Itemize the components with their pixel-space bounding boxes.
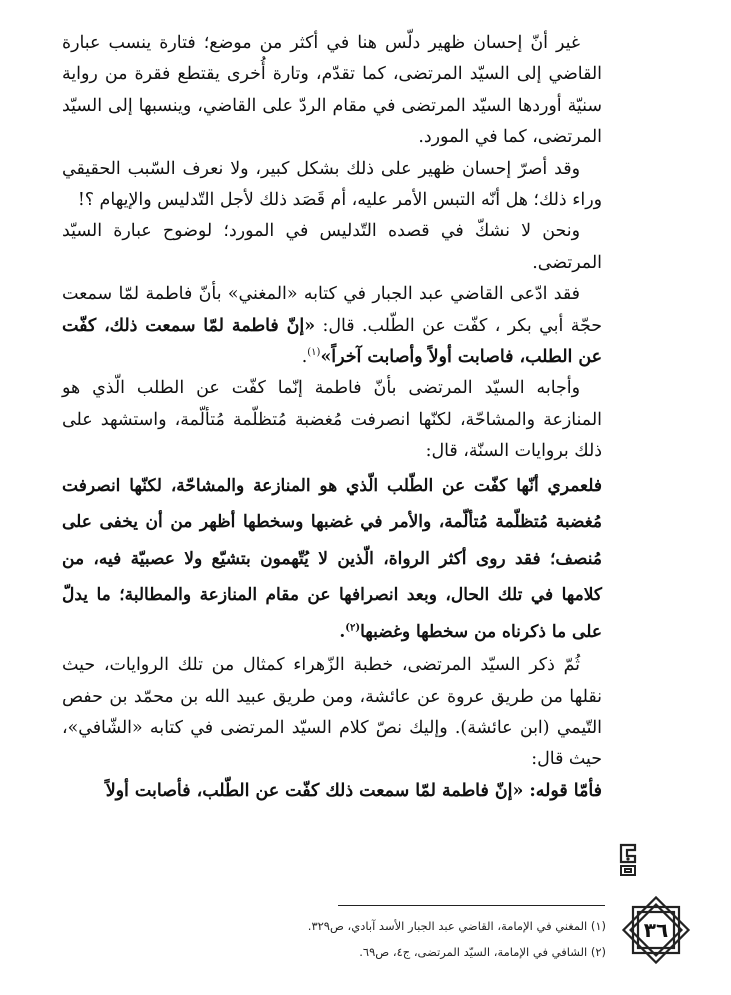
paragraph-2: وقد أصرّ إحسان ظهير على ذلك بشكل كبير، ولا نعرف السّبب الحقيقي وراء ذلك؛ هل أنّه التبس الأمر عليه، أم قَصَد ذلك لأجل التّدليس والإيهام ؟!	[62, 158, 602, 211]
block-quote	[62, 468, 602, 651]
paragraph-4-quote: «إنّ فاطمة لمّا سمعت ذلك، كفّت عن الطلب، فاصابت أولاً وأصابت آخراً»	[62, 315, 602, 368]
decorative-side-mark-icon	[617, 842, 639, 878]
paragraph-3: ونحن لا نشكّ في قصده التّدليس في المورد؛ لوضوح عبارة السيّد المرتضى.	[62, 221, 602, 273]
paragraph-6: ثُمّ ذكر السيّد المرتضى، خطبة الزّهراء كمثال من تلك الروايات، حيث نقلها من طريق عروة عن عائشة، ومن طريق عبيد الله بن محمّد بن حفص التّيمي (ابن عائشة). وإليك نصّ كلام السيّد المرتضى في كتابه «الشّافي»، حيث قال:	[62, 655, 602, 770]
footnote-ref-1: (١)	[307, 347, 321, 359]
paragraph-1: غير أنّ إحسان ظهير دلّس هنا في أكثر من موضع؛ فتارة ينسب عبارة القاضي إلى السيّد المرتضى، كما تقدّم، وتارة أُخرى يقتطع فقرة من رواية سنيّة أوردها السيّد المرتضى في مقام الردّ على القاضي، وينسبها إلى السيّد المرتضى، كما في المورد.	[62, 33, 602, 148]
paragraph-4-end: .	[301, 347, 308, 368]
paragraph-4-text: فقد ادّعى القاضي عبد الجبار في كتابه «المغني» بأنّ فاطمة لمّا سمعت حجّة أبي بكر ، كفّت عن الطّلب. قال:	[62, 284, 602, 336]
footnote-2: (٢) الشافي في الإمامة، السيّد المرتضى، ج٤، ص٦٩.	[359, 945, 606, 959]
footnotes	[240, 913, 606, 965]
block-quote-end: .	[339, 621, 346, 642]
page-number: ٣٦	[643, 918, 669, 942]
block-quote-text: فلعمري أنّها كفّت عن الطّلب الّذي هو المنازعة والمشاحّة، لكنّها انصرفت مُغضبة مُتظلّمة مُتألّمة، والأمر في غضبها وسخطها أظهر من أن يخفى على مُنصف؛ فقد روى أكثر الرواة، الّذين لا يُتّهمون بتشيّع ولا عصبيّة فيه، من كلامها في تلك الحال، وبعد انصرافها عن مقام المنازعة والمطالبة؛ ما يدلّ على ما ذكرناه من سخطها وغضبها	[62, 475, 602, 642]
paragraph-7: فأمّا قوله: «إنّ فاطمة لمّا سمعت ذلك كفّت عن الطّلب، فأصابت أولاً	[105, 780, 602, 801]
paragraph-5: وأجابه السيّد المرتضى بأنّ فاطمة إنّما كفّت عن الطلب الّذي هو المنازعة والمشاحّة، لكنّها انصرفت مُغضبة مُتظلّمة مُتألّمة، واستشهد على ذلك بروايات السنّة، قال:	[62, 378, 602, 462]
page-body	[62, 28, 602, 807]
paragraph-4	[62, 279, 602, 373]
footnote-1: (١) المغني في الإمامة، القاضي عبد الجبار الأسد آبادي، ص٣٢٩.	[307, 919, 606, 933]
footnote-divider	[338, 905, 605, 906]
footnote-ref-2: (٢)	[345, 622, 361, 634]
